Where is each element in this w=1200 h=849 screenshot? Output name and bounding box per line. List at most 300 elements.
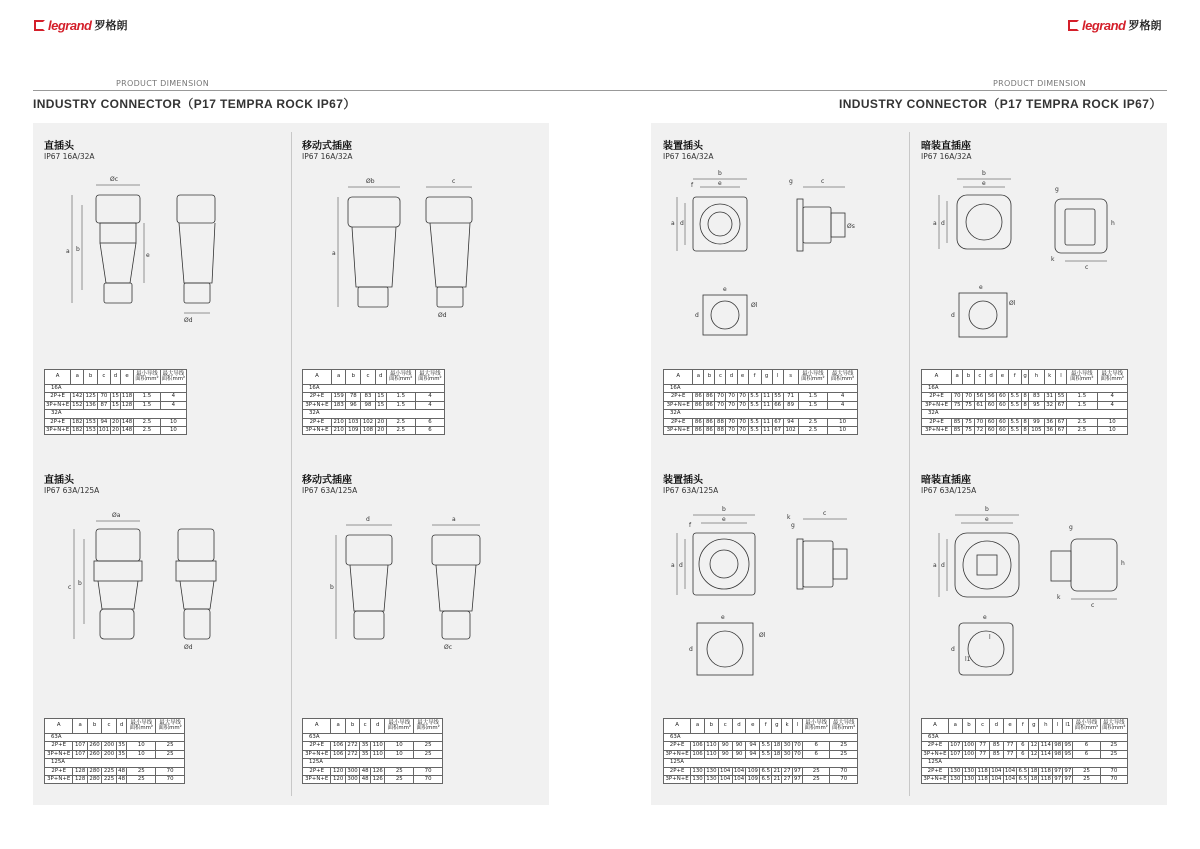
svg-text:g: g [791, 522, 795, 529]
table-cell: 86 [693, 401, 704, 409]
table-cell: 95 [1064, 750, 1072, 757]
table-cell: 70 [715, 393, 726, 401]
table-group-label: 125A [45, 759, 185, 767]
svg-text:e: e [979, 284, 983, 291]
section-title: 装置插头 [663, 141, 703, 152]
table-row [922, 742, 1128, 750]
table-cell: 27 [783, 767, 791, 774]
header-rule [33, 90, 600, 91]
table-cell: 67 [772, 427, 783, 435]
table-group-label: 125A [303, 759, 443, 767]
table-cell: 15 [112, 401, 119, 408]
svg-text:d: d [695, 312, 699, 319]
table-header-row [303, 719, 443, 734]
table-group-row [303, 759, 443, 767]
table-cell: 10 [828, 418, 858, 426]
table-group-label: 63A [45, 734, 185, 742]
table-cell: 2P+E [922, 742, 949, 750]
table-header-cell: h [1029, 370, 1044, 385]
table-group-label: 32A [922, 410, 1128, 418]
table-cell: 85 [952, 427, 963, 435]
table-cell: 110 [371, 742, 385, 750]
table-cell: 130 [706, 776, 717, 783]
table-cell: 130 [963, 767, 975, 774]
table-group-row [303, 410, 445, 418]
table-cell: 102 [783, 427, 798, 435]
section-spec: IP67 16A/32A [44, 152, 95, 161]
table-row [45, 393, 187, 401]
svg-text:k: k [787, 514, 791, 521]
table-cell: 36 [1044, 427, 1055, 435]
table-cell: 5.5 [748, 401, 761, 409]
table-cell: 120 [331, 767, 345, 775]
table-cell: 100 [963, 742, 975, 749]
logo-text: legrand [1082, 17, 1126, 33]
table-cell: 85 [990, 742, 1004, 750]
table-cell: 86 [693, 393, 704, 401]
table-header-cell: A [922, 370, 952, 385]
table-cell: 2P+E [922, 418, 952, 426]
table-header-cell: A [45, 719, 73, 734]
table-cell: 2P+E [303, 742, 331, 750]
table-cell: 18 [1030, 767, 1038, 774]
table-cell: 89 [783, 401, 798, 409]
table-cell: 48 [118, 776, 126, 783]
section-socket-63a [302, 471, 542, 811]
table-cell: 104 [733, 776, 745, 783]
table-cell: 25 [414, 742, 443, 750]
table-cell: 153 [85, 418, 96, 425]
table-cell: 11 [761, 418, 772, 426]
spec-table [44, 369, 187, 435]
table-cell: 25 [1073, 767, 1100, 775]
table-cell: 27 [783, 776, 791, 783]
table-cell: 5.5 [761, 742, 771, 749]
table-cell: 66 [772, 401, 783, 409]
table-cell: 70 [737, 393, 748, 401]
table-cell: 15 [112, 393, 119, 400]
section-panel-plug-63a [663, 471, 903, 811]
svg-text:Ød: Ød [184, 317, 193, 324]
table-cell: 200 [102, 750, 116, 758]
table-cell: 225 [102, 776, 116, 784]
table-cell: 260 [87, 742, 101, 750]
table-cell: 70 [963, 393, 974, 401]
table-cell: 6 [1073, 750, 1100, 758]
table-cell: 20 [112, 427, 119, 434]
svg-text:Øl: Øl [1009, 300, 1016, 307]
table-cell: 70 [726, 393, 737, 401]
table-cell: 94 [746, 750, 760, 758]
table-cell: 272 [345, 742, 359, 750]
table-cell: 61 [974, 401, 985, 409]
table-row [303, 767, 443, 775]
table-header-cell: k [1044, 370, 1055, 385]
table-cell: 15 [377, 393, 385, 400]
table-group-row [922, 759, 1128, 767]
table-cell: 105 [1029, 427, 1044, 435]
table-group-label: 63A [303, 734, 443, 742]
table-header-cell: d [726, 370, 737, 385]
table-group-row [922, 385, 1128, 393]
table-group-label: 16A [664, 385, 858, 393]
table-header-cell: c [974, 370, 985, 385]
table-cell: 25 [802, 776, 829, 784]
svg-text:f: f [689, 522, 692, 529]
table-cell: 3P+N+E [45, 750, 73, 758]
svg-text:e: e [718, 180, 722, 187]
table-cell: 87 [97, 401, 110, 409]
table-header-cell: l [792, 719, 802, 734]
table-row [45, 401, 187, 409]
page-title: INDUSTRY CONNECTOR（P17 TEMPRA ROCK IP67） [839, 97, 1162, 111]
table-cell: 88 [715, 427, 726, 435]
table-cell: 83 [1029, 393, 1044, 401]
table-cell: 94 [746, 742, 760, 750]
table-cell: 1.5 [386, 401, 415, 409]
table-cell: 75 [963, 418, 974, 426]
table-row [664, 750, 858, 758]
table-header-cell: h [1039, 719, 1053, 734]
table-header-cell: 最大导线 面积mm² [414, 719, 443, 734]
section-spec: IP67 63A/125A [302, 486, 358, 495]
svg-text:d: d [951, 312, 955, 319]
table-cell: 25 [802, 767, 829, 775]
section-subtitle: PRODUCT DIMENSION [993, 79, 1086, 88]
table-group-label: 16A [922, 385, 1128, 393]
table-header-cell: 最小导线 面积mm² [386, 370, 415, 385]
table-cell: 4 [828, 401, 858, 409]
table-header-cell: e [746, 719, 760, 734]
table-cell: 90 [732, 742, 746, 750]
table-header-cell: b [704, 370, 715, 385]
table-cell: 30 [783, 742, 791, 749]
table-row [45, 776, 185, 784]
logo-mark-icon [1068, 20, 1079, 31]
table-header-cell: c [102, 719, 116, 734]
svg-text:b: b [78, 580, 82, 587]
table-cell: 60 [985, 418, 996, 426]
table-cell: 120 [331, 776, 345, 784]
table-cell: 70 [1100, 776, 1127, 784]
table-cell: 67 [1055, 418, 1066, 426]
table-header-cell: b [963, 370, 974, 385]
table-header-cell: b [345, 719, 359, 734]
table-cell: 107 [950, 742, 961, 749]
table-header-cell: g [1029, 719, 1039, 734]
table-cell: 5.5 [1008, 393, 1021, 401]
table-cell: 128 [73, 776, 87, 784]
table-cell: 18 [773, 750, 781, 757]
table-cell: 4 [1097, 393, 1127, 401]
table-cell: 70 [726, 427, 737, 435]
table-header-cell: A [664, 370, 693, 385]
table-cell: 35 [118, 750, 126, 757]
table-group-row [664, 734, 858, 742]
svg-text:l: l [989, 634, 991, 641]
table-cell: 25 [385, 776, 414, 784]
svg-text:c: c [821, 178, 825, 185]
section-title: 移动式插座 [302, 475, 352, 486]
table-cell: 10 [828, 427, 858, 435]
table-cell: 70 [156, 767, 185, 775]
table-cell: 70 [97, 393, 110, 401]
table-cell: 2.5 [798, 418, 828, 426]
table-cell: 21 [773, 767, 781, 774]
svg-text:l1: l1 [965, 656, 971, 663]
table-group-row [303, 734, 443, 742]
section-plug-16a [44, 137, 284, 477]
table-row [922, 427, 1128, 435]
table-cell: 6.5 [761, 776, 771, 783]
table-cell: 183 [331, 401, 346, 409]
table-cell: 10 [1097, 418, 1127, 426]
table-cell: 2.5 [798, 427, 828, 435]
section-title: 移动式插座 [302, 141, 352, 152]
table-cell: 153 [85, 427, 96, 434]
table-header-cell: a [331, 719, 345, 734]
table-cell: 130 [706, 767, 717, 774]
section-spec: IP67 63A/125A [921, 486, 977, 495]
table-cell: 10 [127, 742, 156, 750]
table-cell: 25 [830, 742, 858, 750]
table-cell: 109 [747, 776, 758, 783]
table-group-row [45, 410, 187, 418]
table-cell: 10 [160, 427, 186, 435]
table-cell: 48 [361, 776, 369, 783]
logo-cn: 罗格朗 [1128, 19, 1162, 32]
table-cell: 3P+N+E [923, 750, 947, 757]
table-row [664, 418, 858, 426]
table-cell: 77 [976, 742, 990, 750]
table-cell: 148 [121, 418, 133, 425]
table-row [922, 393, 1128, 401]
table-cell: 25 [1073, 776, 1100, 784]
svg-text:d: d [941, 562, 945, 569]
svg-text:d: d [366, 516, 370, 523]
table-cell: 1.5 [798, 393, 828, 401]
table-cell: 2P+E [303, 767, 331, 775]
table-header-cell: d [116, 719, 127, 734]
table-cell: 6.5 [1018, 767, 1028, 774]
table-group-label: 32A [664, 410, 858, 418]
table-cell: 70 [726, 401, 737, 409]
table-cell: 70 [737, 418, 748, 426]
table-group-label: 63A [922, 734, 1128, 742]
svg-text:h: h [1121, 560, 1125, 567]
table-cell: 280 [87, 767, 101, 775]
table-cell: 148 [121, 427, 133, 434]
table-cell: 3P+N+E [45, 776, 73, 784]
table-cell: 2P+E [45, 393, 71, 401]
table-cell: 3P+N+E [303, 776, 331, 784]
table-cell: 103 [346, 418, 361, 426]
table-cell: 25 [127, 776, 156, 784]
table-header-cell: f [748, 370, 761, 385]
table-header-cell: l [1053, 719, 1063, 734]
table-cell: 4 [160, 393, 186, 401]
table-cell: 98 [361, 401, 376, 409]
table-header-row [303, 370, 445, 385]
table-header-cell: d [111, 370, 121, 385]
table-row [664, 427, 858, 435]
section-subtitle: PRODUCT DIMENSION [116, 79, 209, 88]
section-flush-socket-16a [921, 137, 1161, 477]
table-cell: 77 [1003, 742, 1017, 750]
svg-text:d: d [680, 220, 684, 227]
table-group-row [922, 410, 1128, 418]
svg-text:Ød: Ød [438, 312, 447, 319]
table-cell: 86 [693, 427, 704, 435]
table-cell: 99 [1029, 418, 1044, 426]
table-header-cell: 最小导线 面积mm² [1073, 719, 1100, 734]
table-cell: 104 [991, 776, 1002, 783]
table-cell: 94 [783, 418, 798, 426]
table-cell: 60 [985, 427, 996, 435]
table-cell: 2.5 [386, 418, 415, 426]
table-cell: 4 [828, 393, 858, 401]
table-cell: 5.5 [1008, 427, 1021, 435]
table-cell: 70 [737, 401, 748, 409]
table-cell: 126 [371, 776, 385, 784]
table-row [303, 742, 443, 750]
table-cell: 6 [415, 427, 444, 435]
table-cell: 104 [991, 767, 1002, 774]
column-divider [291, 132, 292, 796]
svg-text:Øl: Øl [759, 632, 766, 639]
table-cell: 6 [802, 750, 829, 758]
svg-text:Øc: Øc [110, 176, 119, 183]
table-cell: 1.5 [134, 401, 160, 409]
table-group-row [45, 759, 185, 767]
svg-text:Ød: Ød [184, 644, 193, 651]
table-header-cell: 最小导线 面积mm² [802, 719, 829, 734]
table-header-cell: e [1003, 719, 1017, 734]
table-cell: 31 [1044, 393, 1055, 401]
svg-text:a: a [933, 220, 937, 227]
table-row [303, 427, 445, 435]
table-cell: 5.5 [748, 393, 761, 401]
table-cell: 86 [704, 393, 715, 401]
table-group-row [664, 385, 858, 393]
svg-text:c: c [68, 584, 72, 591]
table-cell: 83 [361, 393, 376, 401]
section-spec: IP67 16A/32A [921, 152, 972, 161]
table-cell: 95 [1029, 401, 1044, 409]
table-header-cell: f [1017, 719, 1029, 734]
table-header-cell: b [84, 370, 97, 385]
socket-63a-drawing [302, 499, 542, 689]
table-group-row [664, 759, 858, 767]
table-cell: 130 [950, 776, 961, 783]
plug-63a-drawing [44, 499, 284, 689]
table-cell: 118 [1040, 767, 1051, 774]
table-header-row [664, 719, 858, 734]
table-cell: 2P+E [664, 393, 693, 401]
svg-text:k: k [1051, 256, 1055, 263]
table-cell: 25 [156, 750, 185, 758]
table-cell: 128 [121, 401, 133, 408]
table-group-label: 63A [664, 734, 858, 742]
table-cell: 70 [1100, 767, 1127, 775]
table-cell: 2P+E [922, 393, 952, 401]
table-cell: 48 [118, 767, 126, 774]
spec-table [44, 718, 185, 784]
table-row [664, 776, 858, 784]
table-cell: 18 [773, 742, 781, 749]
table-group-row [922, 734, 1128, 742]
table-cell: 35 [118, 742, 126, 749]
page-title: INDUSTRY CONNECTOR（P17 TEMPRA ROCK IP67） [33, 97, 356, 111]
table-cell: 210 [331, 418, 346, 426]
table-header-cell: A [303, 719, 331, 734]
table-cell: 130 [963, 776, 975, 783]
table-row [45, 767, 185, 775]
section-flush-socket-63a [921, 471, 1161, 811]
table-group-label: 32A [45, 410, 187, 418]
logo-text: legrand [48, 17, 92, 33]
table-cell: 10 [127, 750, 156, 758]
table-cell: 6 [1017, 750, 1029, 758]
table-cell: 90 [732, 750, 746, 758]
table-cell: 86 [704, 427, 715, 435]
table-header-cell: A [45, 370, 71, 385]
table-cell: 86 [704, 418, 715, 426]
table-row [664, 393, 858, 401]
section-spec: IP67 16A/32A [663, 152, 714, 161]
table-cell: 2.5 [386, 427, 415, 435]
table-cell: 98 [1054, 750, 1062, 757]
table-cell: 104 [720, 776, 731, 783]
table-group-row [45, 734, 185, 742]
svg-text:c: c [823, 510, 827, 517]
table-cell: 8 [1023, 427, 1027, 434]
table-header-row [922, 370, 1128, 385]
table-header-cell: 最大导线 面积mm² [830, 719, 858, 734]
table-cell: 11 [761, 427, 772, 435]
table-cell: 1.5 [386, 393, 415, 401]
table-cell: 8 [1023, 393, 1027, 400]
table-header-cell: d [732, 719, 746, 734]
table-cell: 77 [1003, 750, 1017, 758]
table-header-row [922, 719, 1128, 734]
table-row [303, 750, 443, 758]
table-header-cell: a [691, 719, 705, 734]
table-cell: 70 [793, 742, 801, 749]
table-cell: 25 [1100, 750, 1127, 758]
table-cell: 118 [977, 767, 988, 774]
table-row [922, 776, 1128, 784]
table-cell: 97 [1064, 776, 1072, 783]
table-header-cell: d [985, 370, 996, 385]
table-header-cell: a [952, 370, 963, 385]
table-cell: 280 [87, 776, 101, 784]
table-header-row [664, 370, 858, 385]
table-header-cell: e [737, 370, 748, 385]
spec-table [921, 718, 1128, 784]
panel-plug-16a-drawing [663, 165, 903, 355]
table-cell: 300 [345, 767, 359, 775]
table-cell: 20 [377, 427, 385, 434]
table-cell: 6 [802, 742, 829, 750]
table-header-cell: 最小导线 面积mm² [385, 719, 414, 734]
table-cell: 5.5 [1008, 401, 1021, 409]
table-cell: 210 [331, 427, 346, 435]
svg-text:e: e [721, 614, 725, 621]
section-panel-plug-16a [663, 137, 903, 477]
table-header-cell: a [693, 370, 704, 385]
table-cell: 104 [1004, 776, 1016, 783]
